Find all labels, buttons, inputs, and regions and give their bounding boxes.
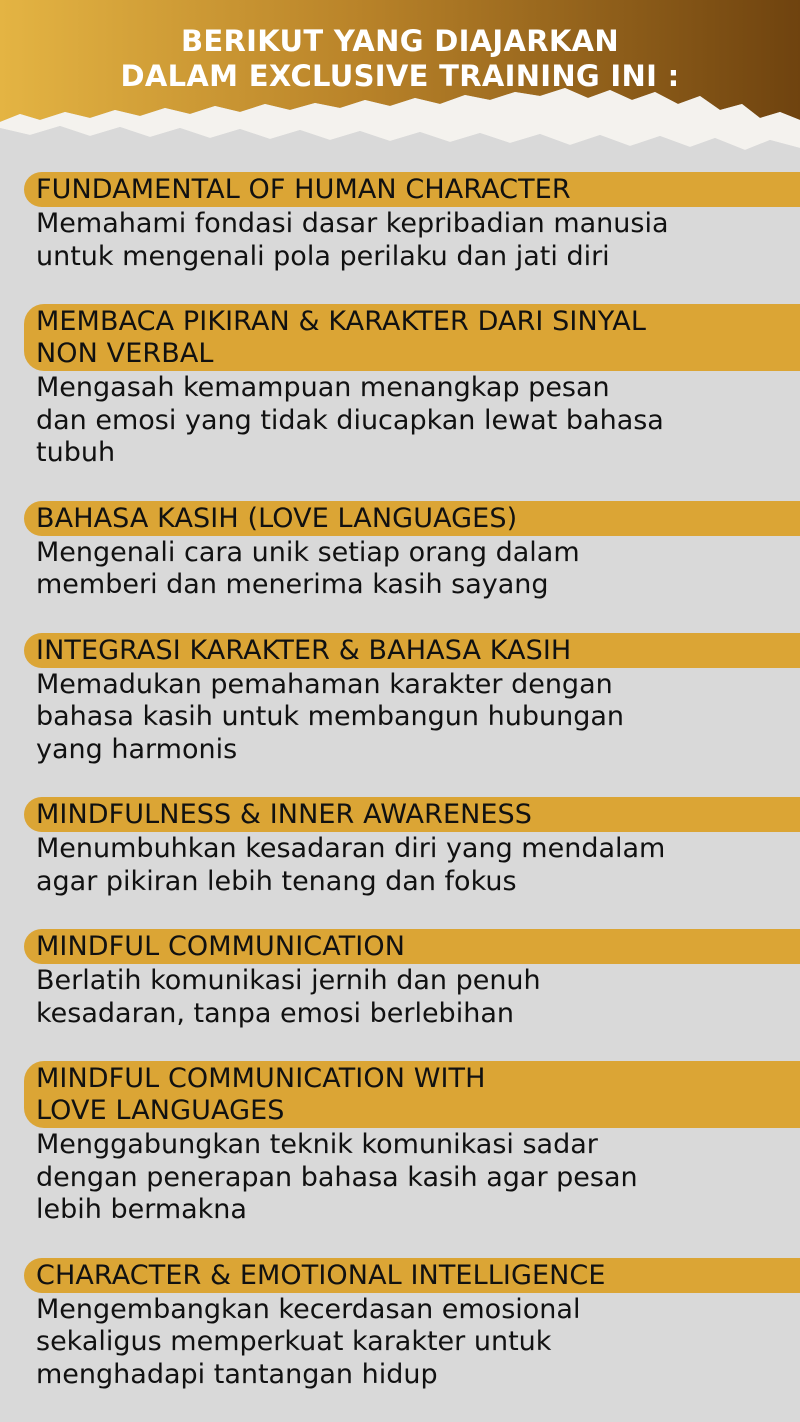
topic-description-line: Memahami fondasi dasar kepribadian manusia (36, 208, 669, 239)
topic-item (0, 172, 800, 273)
page-title-line-1: BERIKUT YANG DIAJARKAN (181, 24, 619, 58)
topic-title-badge (24, 501, 800, 536)
topic-item (0, 797, 800, 898)
topic-description (36, 536, 760, 602)
topic-description (36, 964, 760, 1030)
topic-title-badge (24, 304, 800, 371)
header-banner (0, 0, 800, 165)
topic-title: MINDFUL COMMUNICATION (36, 931, 406, 962)
topic-description-line: Mengembangkan kecerdasan emosional (36, 1293, 581, 1325)
topic-description-line: Menumbuhkan kesadaran diri yang mendalam (36, 833, 666, 864)
topic-description (36, 1293, 760, 1392)
topic-title: MINDFULNESS & INNER AWARENESS (36, 799, 533, 830)
topic-description-line: Mengasah kemampuan menangkap pesan (36, 372, 610, 403)
topic-title-badge (24, 1258, 800, 1293)
topic-description-line: Menggabungkan teknik komunikasi sadar (36, 1129, 598, 1160)
topic-title: MINDFUL COMMUNICATION WITH (36, 1063, 486, 1094)
topic-item (0, 1061, 800, 1227)
topic-description-line: agar pikiran lebih tenang dan fokus (36, 865, 517, 897)
topic-description-line: dengan penerapan bahasa kasih agar pesan (36, 1161, 638, 1193)
topic-description (36, 668, 760, 767)
topic-description-line: bahasa kasih untuk membangun hubungan (36, 701, 624, 732)
topic-description-line: untuk mengenali pola perilaku dan jati diri (36, 240, 610, 272)
topic-description-line: yang harmonis (36, 733, 238, 765)
topic-description (36, 371, 760, 470)
topic-title: LOVE LANGUAGES (36, 1095, 285, 1126)
topic-description-line: tubuh (36, 437, 116, 468)
topic-title: CHARACTER & EMOTIONAL INTELLIGENCE (36, 1259, 606, 1291)
topic-item (0, 633, 800, 767)
topic-title-badge (24, 633, 800, 668)
topic-title: NON VERBAL (36, 338, 214, 369)
topic-title: MEMBACA PIKIRAN & KARAKTER DARI SINYAL (36, 306, 646, 337)
topic-title: BAHASA KASIH (LOVE LANGUAGES) (36, 502, 518, 534)
topic-title: INTEGRASI KARAKTER & BAHASA KASIH (36, 634, 572, 666)
topic-description-line: dan emosi yang tidak diucapkan lewat bahasa (36, 404, 664, 436)
topic-title: FUNDAMENTAL OF HUMAN CHARACTER (36, 174, 571, 205)
topic-title-badge (24, 1061, 800, 1128)
topic-description-line: Memadukan pemahaman karakter dengan (36, 668, 613, 700)
topic-description-line: Mengenali cara unik setiap orang dalam (36, 536, 580, 568)
topic-description-line: kesadaran, tanpa emosi berlebihan (36, 997, 514, 1029)
topic-description-line: Berlatih komunikasi jernih dan penuh (36, 965, 541, 996)
topic-title-badge (24, 797, 800, 832)
topic-item (0, 1258, 800, 1392)
topic-item (0, 501, 800, 602)
topic-item (0, 929, 800, 1030)
page-title-line-2: DALAM EXCLUSIVE TRAINING INI : (120, 59, 680, 93)
topic-item (0, 304, 800, 470)
topic-description (36, 207, 760, 273)
training-topic-list (0, 172, 800, 1422)
topic-description-line: lebih bermakna (36, 1194, 247, 1225)
topic-title-badge (24, 172, 800, 207)
topic-title-badge (24, 929, 800, 964)
topic-description-line: sekaligus memperkuat karakter untuk (36, 1326, 552, 1357)
topic-description-line: memberi dan menerima kasih sayang (36, 569, 549, 600)
topic-description (36, 832, 760, 898)
page-title (0, 24, 800, 94)
topic-description-line: menghadapi tantangan hidup (36, 1358, 438, 1390)
topic-description (36, 1128, 760, 1227)
